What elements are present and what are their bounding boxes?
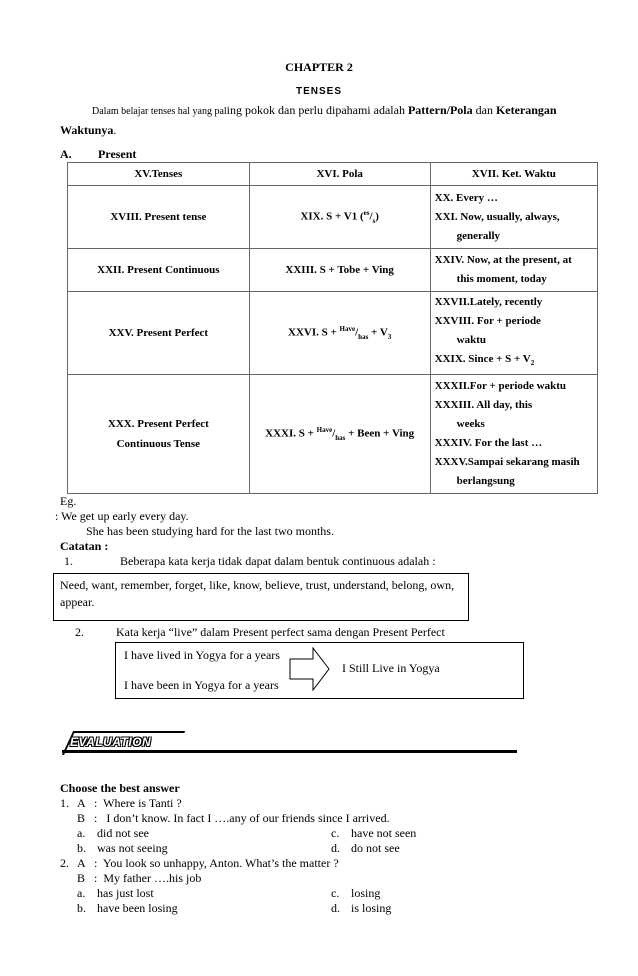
ket-item: berlangsung (456, 475, 515, 488)
tenses-table (67, 162, 598, 494)
intro-small-text: Dalam belajar tenses hal yang pal (92, 106, 227, 117)
pola-sup: Have (316, 426, 333, 435)
evaluation-label: EVALUATION (70, 735, 152, 749)
table-row (68, 292, 598, 375)
ket-item: XXXIV. For the last … (434, 437, 543, 450)
options-row (60, 826, 580, 841)
catatan-item-2 (75, 625, 445, 640)
catatan-num-2: 2. (75, 625, 84, 639)
pola-sub: s (372, 216, 376, 225)
section-a-label: Present (98, 147, 137, 161)
option-letter: c. (331, 886, 340, 900)
question-a: A : You look so unhappy, Anton. What’s the matter ? (77, 856, 339, 870)
intro-and: dan (472, 103, 496, 117)
option-text[interactable]: do not see (351, 841, 400, 855)
catatan-label: Catatan : (60, 539, 109, 553)
pola-text: XIX. S + V1 ( (300, 210, 364, 223)
instruction: Choose the best answer (60, 781, 180, 795)
ket-cell (430, 375, 597, 494)
eg-line-1: : We get up early every day. (55, 509, 189, 523)
tense-cell: XXII. Present Continuous (68, 249, 250, 292)
option-text[interactable]: have been losing (97, 901, 178, 915)
intro-keterangan: Keterangan Waktunya (60, 103, 557, 137)
ket-item: XXIV. Now, at the present, at (434, 254, 572, 266)
table-row (68, 375, 598, 494)
ket-cell (430, 249, 597, 292)
question-a: A : Where is Tanti ? (77, 796, 182, 810)
question-num: 1. (60, 796, 69, 810)
pola-text: XXVI. S + (288, 326, 340, 339)
example-line-1: I have lived in Yogya for a years (124, 648, 280, 662)
ket-item: XXI. Now, usually, always, (434, 210, 560, 223)
ket-since: XXIX. Since + S + V (434, 353, 531, 365)
ket-item: XXXV.Sampai sekarang masih (434, 456, 580, 469)
question-line (60, 856, 580, 871)
tense-cell (68, 375, 250, 494)
header-ket-waktu: XVII. Ket. Waktu (430, 163, 597, 186)
ket-since-sub: 2 (530, 359, 535, 368)
ket-item: XXXIII. All day, this (434, 399, 533, 412)
ket-item: XXVII.Lately, recently (434, 296, 543, 308)
option-text[interactable]: is losing (351, 901, 392, 915)
option-letter: b. (77, 841, 86, 855)
pola-cell: XXVI. $S + ^{Have}/_{has} + V_3$ (249, 292, 430, 375)
section-a-letter: A. (60, 147, 72, 161)
pola-cell: XXXI. $S + ^{Have}/_{has}$ + Been + Ving (249, 375, 430, 494)
header-pola: XVI. Pola (249, 163, 430, 186)
pola-end: + Been + Ving (345, 427, 415, 440)
pola-sub: has (358, 333, 369, 342)
ket-item (435, 350, 593, 373)
question-2 (60, 856, 580, 916)
question-line (60, 796, 580, 811)
option-text[interactable]: was not seeing (97, 841, 168, 855)
pola-text: XXXI. S + (265, 427, 317, 440)
section-a-heading (60, 147, 137, 162)
catatan-text-1: Beberapa kata kerja tidak dapat dalam bentuk continuous adalah : (120, 554, 436, 568)
eg-line-2: She has been studying hard for the last two months. (86, 524, 334, 538)
ket-cell (430, 186, 597, 249)
arrow-right-icon (289, 647, 331, 691)
table-row (68, 186, 598, 249)
question-num: 2. (60, 856, 69, 870)
option-letter: d. (331, 841, 340, 855)
tense-cell: XXV. Present Perfect (68, 292, 250, 375)
pola-end: + V (368, 326, 388, 339)
tense-line: Continuous Tense (116, 438, 201, 451)
ket-item: weeks (456, 418, 485, 431)
ket-item: XXVIII. For + periode (434, 315, 541, 327)
option-letter: d. (331, 901, 340, 915)
pola-sub: has (335, 434, 346, 443)
header-tenses: XV.Tenses (68, 163, 250, 186)
options-row (60, 886, 580, 901)
evaluation-underline (62, 750, 517, 753)
ket-item: XX. Every … (434, 191, 498, 204)
example-box (115, 642, 524, 699)
pola-end-sub: 3 (387, 333, 392, 342)
pola-sup: es (363, 209, 370, 218)
example-line-2: I have been in Yogya for a years (124, 678, 279, 692)
intro-end: . (113, 123, 117, 137)
option-letter: a. (77, 886, 86, 900)
verbs-box: Need, want, remember, forget, like, know, believe, trust, understand, belong, own, appear. (53, 573, 469, 621)
catatan-num-1: 1. (64, 554, 73, 568)
catatan-text-2: Kata kerja “live” dalam Present perfect sama dengan Present Perfect (116, 625, 445, 639)
tense-cell: XVIII. Present tense (68, 186, 250, 249)
intro-text: ing pokok dan perlu dipahami adalah (226, 103, 408, 117)
ket-item: waktu (456, 334, 486, 346)
question-b: B : I don’t know. In fact I ….any of our friends since I arrived. (77, 811, 390, 825)
eg-block (55, 494, 436, 569)
section-heading: TENSES (295, 86, 342, 97)
table-header-row (68, 163, 598, 186)
options-row (60, 841, 580, 856)
option-letter: c. (331, 826, 340, 840)
pola-sup: Have (339, 325, 356, 334)
tense-line: XXX. Present Perfect (107, 418, 209, 431)
pola-cell: XIX. S + V1 $(^{es}/_s)$ (249, 186, 430, 249)
ket-item: XXXII.For + periode waktu (434, 380, 567, 393)
option-text[interactable]: did not see (97, 826, 149, 840)
pola-cell: XXIII. S + Tobe + Ving (249, 249, 430, 292)
eg-label: Eg. (60, 494, 77, 508)
ket-cell (430, 292, 597, 375)
option-letter: a. (77, 826, 86, 840)
option-letter: b. (77, 901, 86, 915)
intro-pattern: Pattern/Pola (407, 103, 473, 117)
options-row (60, 901, 580, 916)
intro-paragraph (60, 101, 615, 140)
option-text[interactable]: has just lost (97, 886, 154, 900)
chapter-title: CHAPTER 2 (285, 60, 353, 74)
question-b: B : My father ….his job (77, 871, 202, 885)
pola-end: ) (375, 210, 379, 223)
ket-item: this moment, today (456, 273, 547, 285)
option-text[interactable]: have not seen (351, 826, 417, 840)
ket-item: generally (456, 229, 501, 242)
option-text[interactable]: losing (351, 886, 381, 900)
catatan-item-1 (60, 554, 436, 569)
question-1 (60, 796, 580, 856)
table-row (68, 249, 598, 292)
example-result: I Still Live in Yogya (342, 661, 440, 675)
